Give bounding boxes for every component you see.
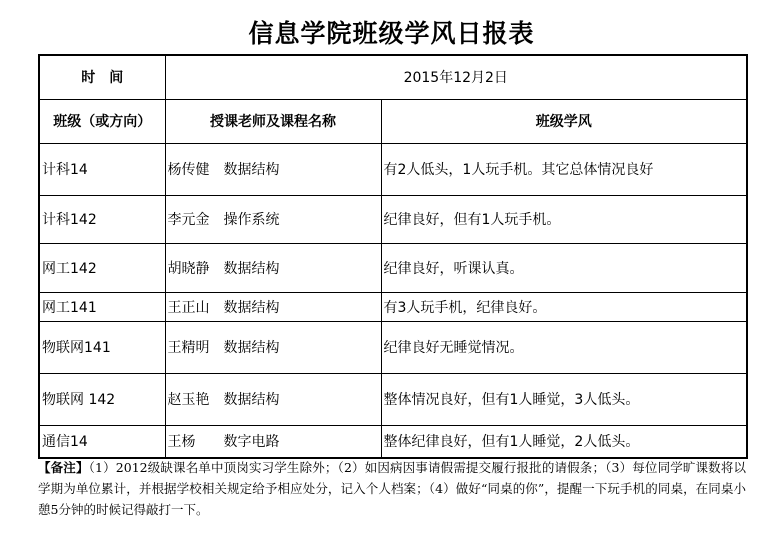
style-cell: 有3人玩手机，纪律良好。 bbox=[381, 292, 747, 321]
class-cell: 通信14 bbox=[39, 425, 165, 458]
style-cell: 纪律良好，听课认真。 bbox=[381, 243, 747, 292]
teacher-course-cell: 李元金 操作系统 bbox=[165, 195, 381, 243]
header-row bbox=[39, 99, 747, 143]
table-row bbox=[39, 292, 747, 321]
date-cell: 2015年12月2日 bbox=[165, 55, 747, 99]
style-cell: 整体纪律良好，但有1人睡觉，2人低头。 bbox=[381, 425, 747, 458]
style-cell: 纪律良好，但有1人玩手机。 bbox=[381, 195, 747, 243]
remarks-label: 【备注】 bbox=[38, 460, 89, 475]
teacher-course-cell: 王精明 数据结构 bbox=[165, 321, 381, 373]
style-cell: 整体情况良好，但有1人睡觉，3人低头。 bbox=[381, 373, 747, 425]
table-row bbox=[39, 373, 747, 425]
teacher-course-cell: 赵玉艳 数据结构 bbox=[165, 373, 381, 425]
style-cell: 有2人低头，1人玩手机。其它总体情况良好 bbox=[381, 143, 747, 195]
remarks-text: （1）2012级缺课名单中顶岗实习学生除外；（2）如因病因事请假需提交履行报批的请假条；（3）每位同学旷课数将以学期为单位累计，并根据学校相关规定给予相应处分，记入个人档案；（4）做好“同桌的你”，提醒一下玩手机的同桌，在同桌小憩5分钟的时候记得敲打一下。 bbox=[38, 460, 746, 517]
class-cell: 计科14 bbox=[39, 143, 165, 195]
teacher-course-cell: 王正山 数据结构 bbox=[165, 292, 381, 321]
teacher-course-cell: 杨传健 数据结构 bbox=[165, 143, 381, 195]
time-label-cell: 时 间 bbox=[39, 55, 165, 99]
class-cell: 物联网141 bbox=[39, 321, 165, 373]
teacher-course-header: 授课老师及课程名称 bbox=[165, 99, 381, 143]
table-row bbox=[39, 143, 747, 195]
class-cell: 网工141 bbox=[39, 292, 165, 321]
class-header: 班级（或方向） bbox=[39, 99, 165, 143]
table-row bbox=[39, 321, 747, 373]
style-header: 班级学风 bbox=[381, 99, 747, 143]
table-row bbox=[39, 195, 747, 243]
class-cell: 计科142 bbox=[39, 195, 165, 243]
style-cell: 纪律良好无睡觉情况。 bbox=[381, 321, 747, 373]
table-row bbox=[39, 425, 747, 458]
report-table bbox=[38, 54, 748, 459]
class-cell: 网工142 bbox=[39, 243, 165, 292]
class-cell: 物联网 142 bbox=[39, 373, 165, 425]
teacher-course-cell: 胡晓静 数据结构 bbox=[165, 243, 381, 292]
time-row bbox=[39, 55, 747, 99]
remarks bbox=[38, 457, 746, 520]
table-row bbox=[39, 243, 747, 292]
teacher-course-cell: 王杨 数字电路 bbox=[165, 425, 381, 458]
report-title: 信息学院班级学风日报表 bbox=[248, 19, 535, 48]
